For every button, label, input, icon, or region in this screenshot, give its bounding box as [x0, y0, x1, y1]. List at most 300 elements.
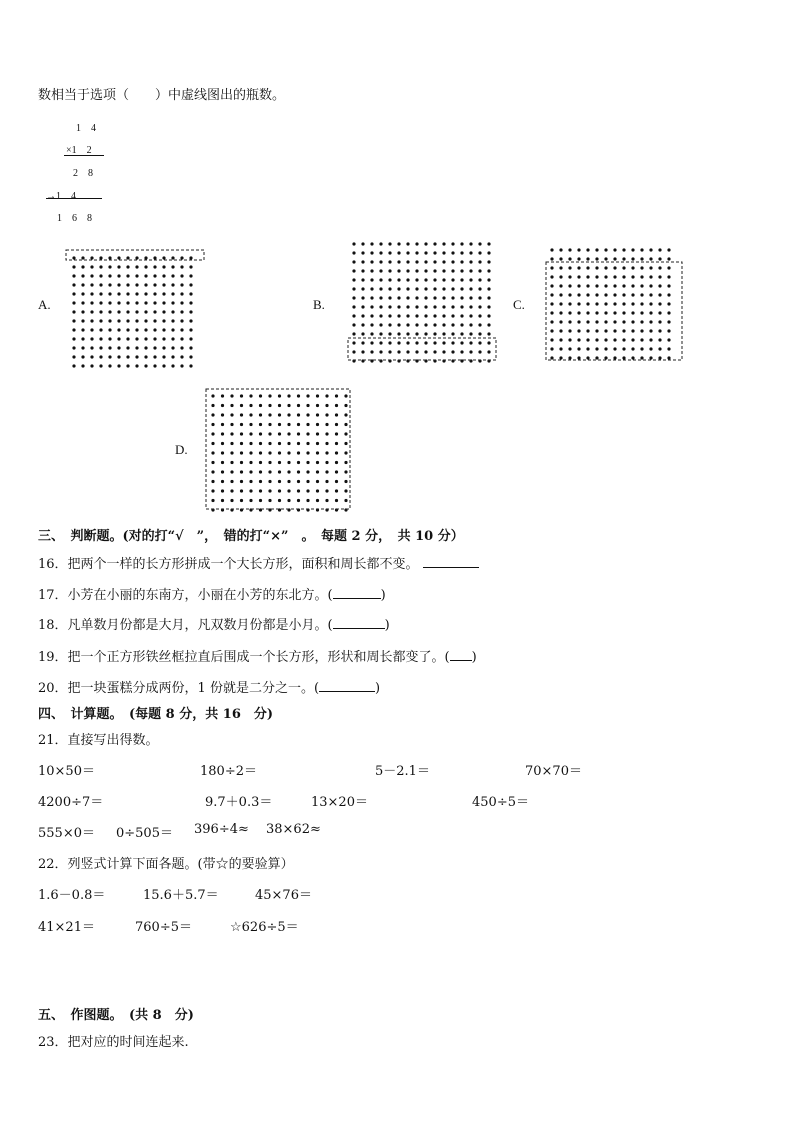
grid-dot: [240, 461, 243, 464]
grid-dot: [171, 292, 174, 295]
grid-dot: [335, 432, 338, 435]
grid-dot: [370, 278, 373, 281]
grid-dot: [568, 293, 571, 296]
grid-dot: [487, 323, 490, 326]
grid-dot: [586, 347, 589, 350]
grid-dot: [211, 451, 214, 454]
grid-dot: [460, 332, 463, 335]
grid-dot: [442, 332, 445, 335]
grid-dot: [631, 248, 634, 251]
grid-dot: [344, 451, 347, 454]
grid-dot: [424, 350, 427, 353]
grid-dot: [352, 350, 355, 353]
grid-dot: [287, 461, 290, 464]
grid-dot: [433, 269, 436, 272]
grid-dot: [667, 320, 670, 323]
grid-dot: [379, 305, 382, 308]
grid-dot: [460, 296, 463, 299]
grid-dot: [415, 260, 418, 263]
grid-dot: [451, 287, 454, 290]
grid-dot: [117, 256, 120, 259]
grid-dot: [135, 292, 138, 295]
grid-dot: [180, 328, 183, 331]
grid-dot: [249, 451, 252, 454]
grid-dot: [335, 413, 338, 416]
grid-dot: [658, 293, 661, 296]
grid-dot: [108, 274, 111, 277]
grid-dot: [388, 242, 391, 245]
question-21: 21．直接写出得数。: [38, 733, 159, 748]
grid-dot: [144, 265, 147, 268]
grid-dot: [72, 364, 75, 367]
grid-dot: [640, 311, 643, 314]
grid-dot: [442, 305, 445, 308]
grid-dot: [72, 346, 75, 349]
grid-dot: [550, 257, 553, 260]
grid-dot: [568, 338, 571, 341]
grid-dot: [344, 480, 347, 483]
grid-dot: [469, 260, 472, 263]
grid-dot: [577, 320, 580, 323]
grid-dot: [153, 310, 156, 313]
grid-dot: [658, 311, 661, 314]
grid-dot: [658, 248, 661, 251]
grid-dot: [370, 242, 373, 245]
grid-dot: [171, 364, 174, 367]
grid-dot: [622, 266, 625, 269]
grid-dot: [442, 341, 445, 344]
grid-dot: [595, 347, 598, 350]
grid-dot: [278, 451, 281, 454]
grid-dot: [640, 275, 643, 278]
grid-dot: [568, 275, 571, 278]
grid-dot: [249, 394, 252, 397]
calc-item-4-2: 15.6＋5.7＝: [143, 888, 219, 903]
grid-dot: [259, 394, 262, 397]
grid-dot: [221, 480, 224, 483]
grid-dot: [424, 332, 427, 335]
grid-dot: [415, 350, 418, 353]
grid-dot: [108, 328, 111, 331]
grid-dot: [559, 329, 562, 332]
grid-dot: [433, 332, 436, 335]
grid-dot: [388, 296, 391, 299]
grid-dot: [230, 404, 233, 407]
grid-dot: [287, 442, 290, 445]
grid-dot: [259, 499, 262, 502]
grid-dot: [268, 413, 271, 416]
grid-dot: [415, 305, 418, 308]
grid-dot: [451, 341, 454, 344]
grid-dot: [211, 404, 214, 407]
grid-dot: [559, 338, 562, 341]
grid-dot: [249, 404, 252, 407]
grid-dot: [433, 350, 436, 353]
grid-dot: [667, 302, 670, 305]
grid-dot: [586, 266, 589, 269]
grid-dot: [189, 310, 192, 313]
grid-dot: [306, 413, 309, 416]
grid-dot: [344, 432, 347, 435]
question-22: 22．列竖式计算下面各题。(带☆的要验算）: [38, 857, 294, 872]
grid-dot: [230, 394, 233, 397]
grid-dot: [230, 413, 233, 416]
grid-dot: [278, 432, 281, 435]
grid-dot: [649, 320, 652, 323]
grid-dot: [487, 278, 490, 281]
grid-dot: [622, 257, 625, 260]
grid-dot: [316, 423, 319, 426]
grid-dot: [361, 341, 364, 344]
grid-dot: [90, 364, 93, 367]
grid-dot: [613, 284, 616, 287]
grid-dot: [424, 242, 427, 245]
grid-dot: [415, 278, 418, 281]
grid-dot: [335, 451, 338, 454]
grid-dot: [388, 287, 391, 290]
grid-dot: [559, 320, 562, 323]
grid-dot: [640, 320, 643, 323]
calc-item-2-3: 13×20＝: [311, 795, 368, 810]
grid-dot: [604, 293, 607, 296]
grid-dot: [613, 302, 616, 305]
grid-dot: [424, 260, 427, 263]
option-a-dot-grid: [62, 246, 212, 366]
grid-dot: [352, 305, 355, 308]
question-17: [38, 584, 386, 603]
calc-item-3-4: 38×62≈: [266, 822, 321, 837]
grid-dot: [370, 260, 373, 263]
grid-dot: [325, 470, 328, 473]
grid-dot: [406, 251, 409, 254]
grid-dot: [81, 283, 84, 286]
grid-dot: [352, 287, 355, 290]
grid-dot: [72, 328, 75, 331]
grid-dot: [344, 423, 347, 426]
grid-dot: [613, 248, 616, 251]
grid-dot: [144, 274, 147, 277]
grid-dot: [433, 278, 436, 281]
grid-dot: [649, 329, 652, 332]
grid-dot: [189, 328, 192, 331]
grid-dot: [108, 355, 111, 358]
grid-dot: [361, 251, 364, 254]
grid-dot: [442, 278, 445, 281]
grid-dot: [469, 251, 472, 254]
grid-dot: [631, 311, 634, 314]
grid-dot: [99, 256, 102, 259]
grid-dot: [388, 314, 391, 317]
grid-dot: [306, 442, 309, 445]
grid-dot: [379, 260, 382, 263]
grid-dot: [316, 461, 319, 464]
grid-dot: [335, 423, 338, 426]
grid-dot: [316, 394, 319, 397]
grid-dot: [586, 275, 589, 278]
calc-item-5-2: 760÷5＝: [135, 920, 192, 935]
grid-dot: [117, 364, 120, 367]
grid-dot: [640, 338, 643, 341]
grid-dot: [667, 356, 670, 359]
grid-dot: [344, 394, 347, 397]
grid-dot: [460, 242, 463, 245]
grid-dot: [649, 293, 652, 296]
grid-dot: [604, 329, 607, 332]
grid-dot: [640, 347, 643, 350]
grid-dot: [268, 489, 271, 492]
grid-dot: [135, 301, 138, 304]
grid-dot: [171, 328, 174, 331]
grid-dot: [230, 489, 233, 492]
grid-dot: [278, 442, 281, 445]
grid-dot: [259, 432, 262, 435]
grid-dot: [550, 347, 553, 350]
grid-dot: [406, 278, 409, 281]
grid-dot: [117, 265, 120, 268]
grid-dot: [108, 265, 111, 268]
grid-dot: [460, 305, 463, 308]
grid-dot: [388, 341, 391, 344]
grid-dot: [487, 350, 490, 353]
grid-dot: [397, 278, 400, 281]
grid-dot: [559, 347, 562, 350]
grid-dot: [278, 480, 281, 483]
grid-dot: [180, 346, 183, 349]
grid-dot: [259, 480, 262, 483]
grid-dot: [90, 274, 93, 277]
grid-dot: [81, 355, 84, 358]
answer-blank-17[interactable]: [333, 586, 381, 599]
grid-dot: [442, 242, 445, 245]
grid-dot: [306, 394, 309, 397]
grid-dot: [297, 451, 300, 454]
grid-dot: [586, 311, 589, 314]
grid-dot: [640, 302, 643, 305]
option-c-dot-grid: [542, 244, 687, 364]
answer-blank-16[interactable]: [423, 555, 479, 568]
grid-dot: [153, 256, 156, 259]
grid-dot: [379, 350, 382, 353]
grid-dot: [144, 328, 147, 331]
grid-dot: [370, 251, 373, 254]
grid-dot: [153, 292, 156, 295]
grid-dot: [316, 489, 319, 492]
grid-dot: [361, 323, 364, 326]
grid-dot: [221, 442, 224, 445]
grid-dot: [586, 293, 589, 296]
grid-dot: [658, 329, 661, 332]
grid-dot: [117, 310, 120, 313]
grid-dot: [487, 314, 490, 317]
grid-dot: [325, 413, 328, 416]
grid-dot: [72, 355, 75, 358]
grid-dot: [370, 287, 373, 290]
grid-dot: [478, 350, 481, 353]
grid-dot: [595, 311, 598, 314]
grid-dot: [180, 256, 183, 259]
grid-dot: [415, 341, 418, 344]
grid-dot: [72, 256, 75, 259]
grid-dot: [550, 329, 553, 332]
grid-dot: [487, 242, 490, 245]
grid-dot: [72, 310, 75, 313]
grid-dot: [278, 470, 281, 473]
grid-dot: [487, 269, 490, 272]
grid-dot: [335, 442, 338, 445]
grid-dot: [595, 356, 598, 359]
calc-row-1: 1 4: [76, 123, 96, 134]
grid-dot: [180, 283, 183, 286]
grid-dot: [613, 329, 616, 332]
grid-dot: [72, 337, 75, 340]
grid-dot: [406, 260, 409, 263]
grid-dot: [469, 332, 472, 335]
calc-item-1-2: 180÷2＝: [200, 764, 257, 779]
grid-dot: [325, 442, 328, 445]
grid-dot: [388, 269, 391, 272]
grid-dot: [249, 470, 252, 473]
grid-dot: [460, 269, 463, 272]
answer-blank-19[interactable]: [450, 648, 472, 661]
grid-dot: [613, 311, 616, 314]
grid-dot: [613, 347, 616, 350]
grid-dot: [221, 499, 224, 502]
grid-dot: [316, 432, 319, 435]
grid-dot: [81, 256, 84, 259]
grid-dot: [249, 480, 252, 483]
grid-dot: [433, 260, 436, 263]
grid-dot: [451, 323, 454, 326]
calc-item-1-1: 10×50＝: [38, 764, 95, 779]
grid-dot: [189, 346, 192, 349]
grid-dot: [568, 266, 571, 269]
grid-dot: [415, 323, 418, 326]
grid-dot: [171, 310, 174, 313]
grid-dot: [631, 266, 634, 269]
grid-dot: [287, 404, 290, 407]
grid-dot: [99, 337, 102, 340]
grid-dot: [658, 302, 661, 305]
grid-dot: [415, 251, 418, 254]
grid-dot: [424, 296, 427, 299]
answer-blank-18[interactable]: [333, 616, 385, 629]
grid-dot: [469, 314, 472, 317]
grid-dot: [135, 355, 138, 358]
grid-dot: [230, 423, 233, 426]
grid-dot: [442, 323, 445, 326]
grid-dot: [424, 323, 427, 326]
grid-dot: [397, 296, 400, 299]
question-19-text: 19．把一个正方形铁丝框拉直后围成一个长方形，形状和周长都变了。(: [38, 650, 450, 665]
grid-dot: [388, 323, 391, 326]
grid-dot: [640, 257, 643, 260]
question-18-close: ): [384, 618, 390, 633]
grid-dot: [153, 328, 156, 331]
grid-dot: [297, 413, 300, 416]
grid-dot: [344, 489, 347, 492]
grid-dot: [352, 323, 355, 326]
grid-dot: [406, 350, 409, 353]
grid-dot: [90, 283, 93, 286]
grid-dot: [568, 356, 571, 359]
grid-dot: [433, 323, 436, 326]
grid-dot: [180, 364, 183, 367]
grid-dot: [388, 278, 391, 281]
grid-dot: [240, 451, 243, 454]
grid-dot: [442, 269, 445, 272]
grid-dot: [613, 356, 616, 359]
grid-dot: [361, 332, 364, 335]
grid-dot: [259, 413, 262, 416]
grid-dot: [126, 283, 129, 286]
grid-dot: [72, 319, 75, 322]
grid-dot: [162, 274, 165, 277]
grid-dot: [126, 301, 129, 304]
grid-dot: [649, 356, 652, 359]
grid-dot: [487, 341, 490, 344]
grid-dot: [162, 292, 165, 295]
grid-dot: [604, 257, 607, 260]
grid-dot: [108, 346, 111, 349]
grid-dot: [352, 296, 355, 299]
grid-dot: [478, 296, 481, 299]
grid-dot: [451, 251, 454, 254]
grid-dot: [81, 265, 84, 268]
grid-dot: [316, 451, 319, 454]
question-18: [38, 614, 390, 633]
grid-dot: [442, 314, 445, 317]
question-16-text: 16．把两个一样的长方形拼成一个大长方形，面积和周长都不变。: [38, 557, 419, 572]
grid-dot: [469, 341, 472, 344]
grid-dot: [487, 296, 490, 299]
calc-item-4-3: 45×76＝: [255, 888, 312, 903]
grid-dot: [388, 260, 391, 263]
grid-dot: [559, 293, 562, 296]
grid-dot: [604, 275, 607, 278]
grid-dot: [442, 287, 445, 290]
grid-dot: [397, 269, 400, 272]
grid-dot: [189, 256, 192, 259]
grid-dot: [240, 423, 243, 426]
grid-dot: [631, 275, 634, 278]
grid-dot: [550, 293, 553, 296]
grid-dot: [297, 404, 300, 407]
grid-dot: [297, 432, 300, 435]
grid-dot: [117, 292, 120, 295]
grid-dot: [460, 314, 463, 317]
calc-row-2: ×1 2: [66, 145, 92, 156]
calc-row-5: 1 6 8: [57, 213, 92, 224]
grid-dot: [211, 461, 214, 464]
grid-dot: [278, 404, 281, 407]
grid-dot: [613, 275, 616, 278]
grid-dot: [153, 364, 156, 367]
answer-blank-20[interactable]: [319, 679, 375, 692]
grid-dot: [221, 451, 224, 454]
grid-dot: [162, 319, 165, 322]
grid-dot: [622, 356, 625, 359]
grid-dot: [81, 364, 84, 367]
grid-dot: [559, 284, 562, 287]
option-d-label: D.: [175, 442, 188, 457]
grid-dot: [211, 394, 214, 397]
grid-dot: [622, 338, 625, 341]
grid-dot: [171, 265, 174, 268]
grid-dot: [406, 269, 409, 272]
grid-dot: [631, 257, 634, 260]
grid-dot: [126, 319, 129, 322]
grid-dot: [667, 257, 670, 260]
